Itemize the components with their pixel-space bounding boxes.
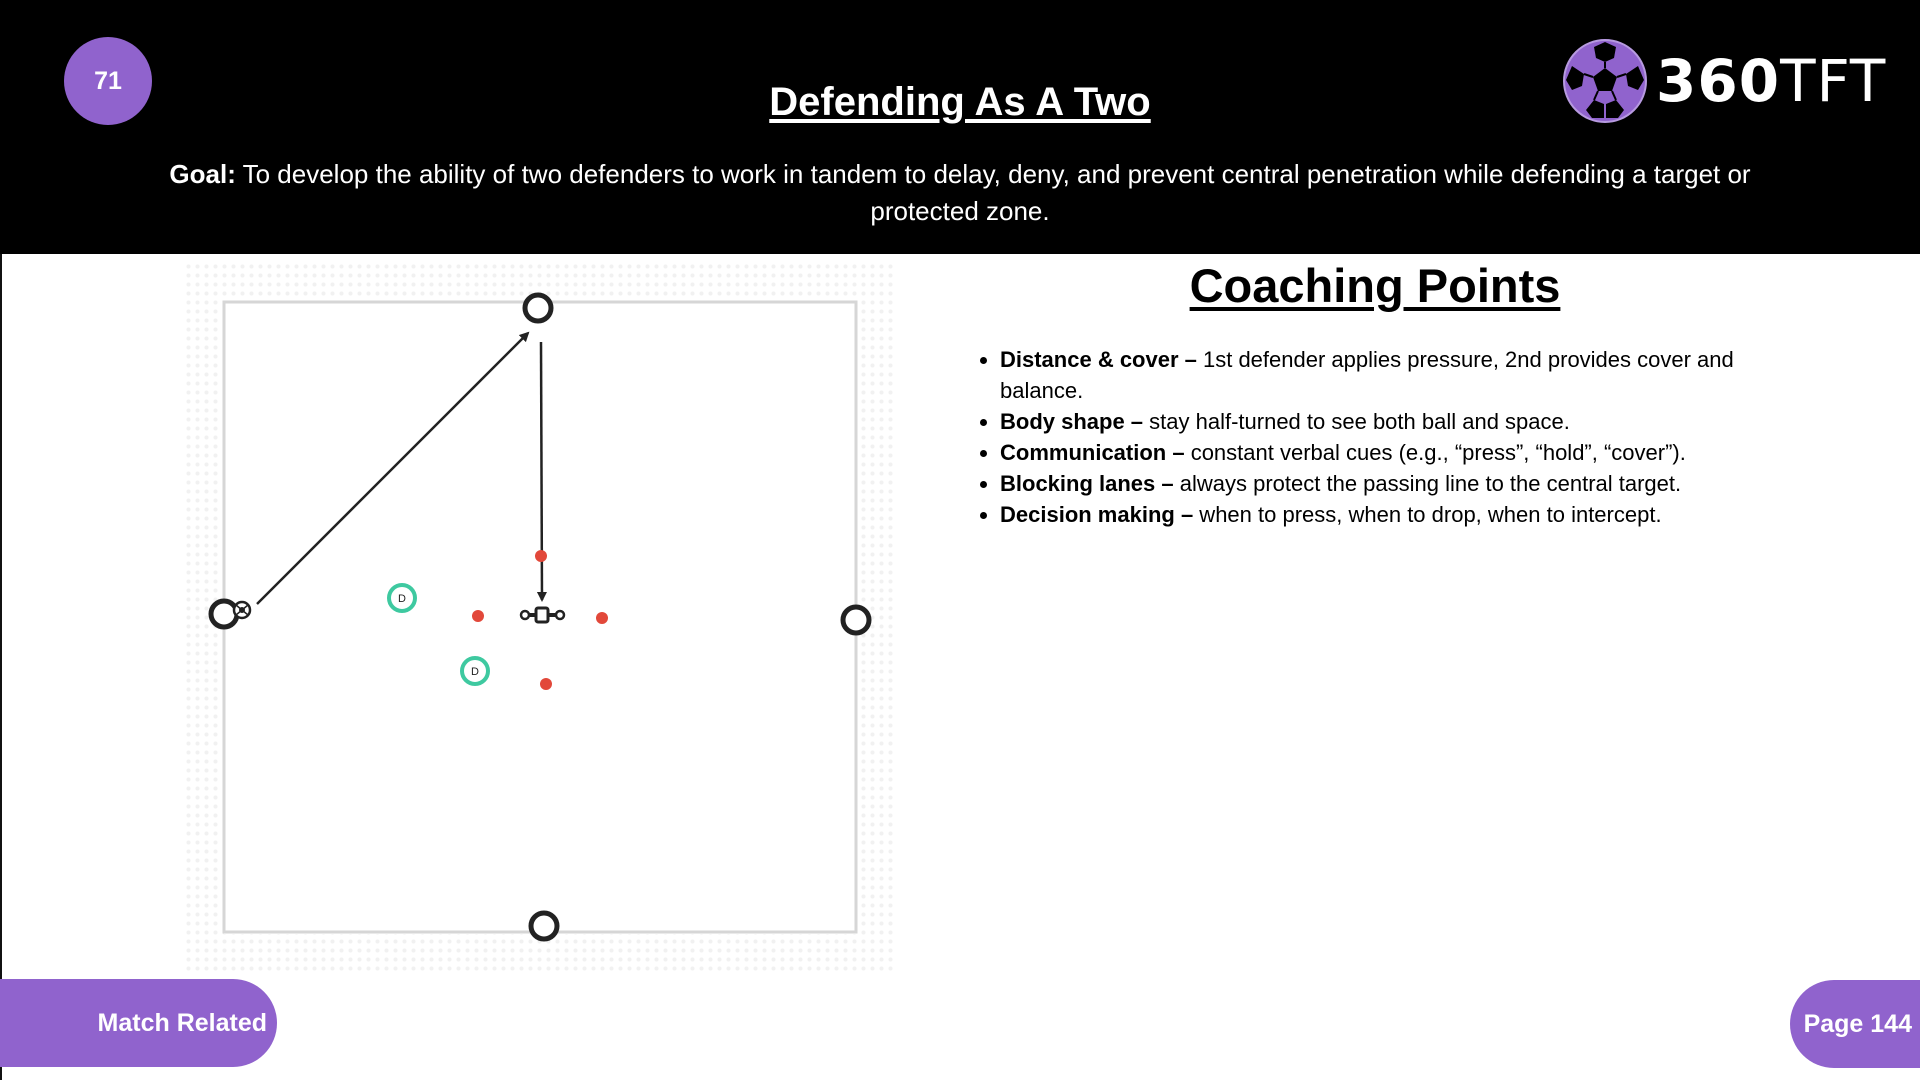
soccer-ball-icon xyxy=(1562,38,1648,124)
cone-marker-left xyxy=(211,601,237,627)
attacker-dot xyxy=(540,678,552,690)
list-item: • Distance & cover – 1st defender applies pressure, 2nd provides cover and balance. xyxy=(1000,344,1800,406)
drill-diagram xyxy=(184,262,896,974)
goal-text: To develop the ability of two defenders to work in tandem to delay, deny, and prevent central penetration while defending a target or protected zone. xyxy=(235,159,1751,226)
attacker-dot xyxy=(596,612,608,624)
attacker-dot xyxy=(472,610,484,622)
coaching-points-title: Coaching Points xyxy=(1189,259,1561,312)
svg-text:D: D xyxy=(398,593,406,605)
goal-label: Goal: xyxy=(169,159,236,189)
cone-marker-top xyxy=(525,295,551,321)
header-bar xyxy=(0,0,1920,254)
list-item: • Blocking lanes – always protect the passing line to the central target. xyxy=(1000,468,1800,499)
brand-logo xyxy=(1562,38,1886,124)
category-tab: Match Related xyxy=(0,979,277,1067)
defender-marker xyxy=(389,585,415,611)
page-number-tab: Page 144 xyxy=(1790,980,1920,1068)
cone-marker-bottom xyxy=(531,913,557,939)
list-item: • Communication – constant verbal cues (e.g., “press”, “hold”, “cover”). xyxy=(1000,437,1800,468)
brand-wordmark: 360TFT xyxy=(1656,47,1887,115)
ball-icon xyxy=(234,602,250,618)
coaching-points-list xyxy=(976,344,1800,530)
drill-number-badge: 71 xyxy=(64,37,152,125)
page-title: Defending As A Two xyxy=(769,80,1151,124)
svg-text:D: D xyxy=(471,666,479,678)
left-border-line xyxy=(0,254,2,1080)
defender-marker xyxy=(462,658,488,684)
list-item: • Decision making – when to press, when to drop, when to intercept. xyxy=(1000,499,1800,530)
attacker-dot xyxy=(535,550,547,562)
cone-marker-right xyxy=(843,607,869,633)
list-item: • Body shape – stay half-turned to see both ball and space. xyxy=(1000,406,1800,437)
goal-statement xyxy=(130,156,1790,230)
